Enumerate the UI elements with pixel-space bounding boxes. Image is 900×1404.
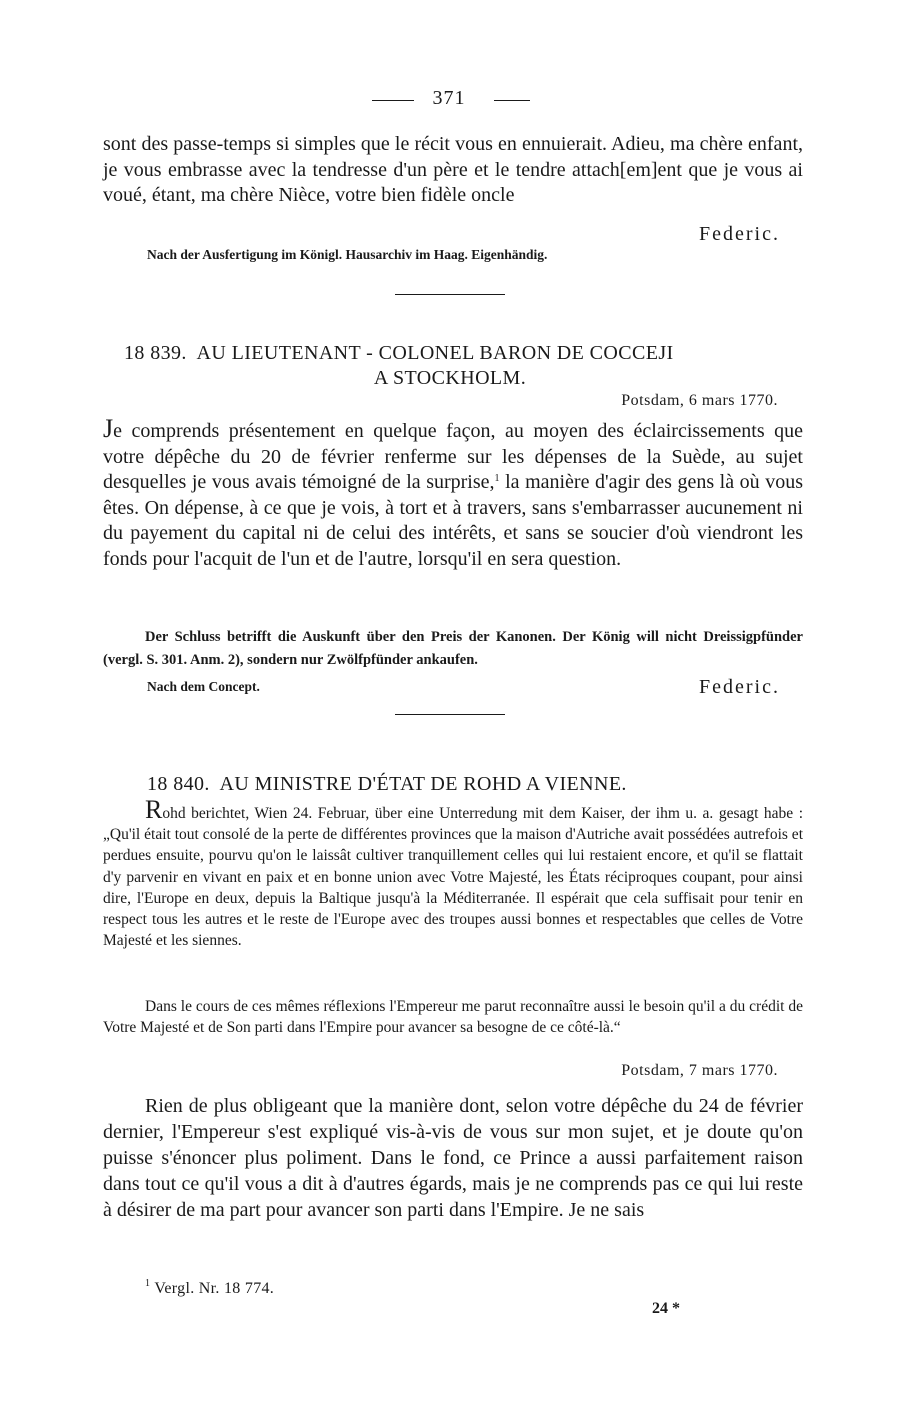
previous-letter-closing: sont des passe-temps si simples que le récit vous en ennuierait. Adieu, ma chère enfant, je vous embrasse avec la tendresse d'un père et le tendre attach[em]ent que je vous ai voué, étant, ma chère Nièce, votre bien fidèle oncle — [103, 133, 803, 206]
letter-18839-heading — [124, 342, 804, 365]
letter-18840-intro-paragraph-1 — [103, 795, 803, 951]
letter-18839-title-line2: A STOCKHOLM. — [373, 367, 527, 389]
letter-18840-number: 18 840. — [147, 773, 210, 795]
previous-letter-source-note: Nach der Ausfertigung im Königl. Hausarchiv im Haag. Eigenhändig. — [147, 247, 548, 262]
letter-18840-title: AU MINISTRE D'ÉTAT DE ROHD A VIENNE. — [219, 773, 627, 795]
signature-mark: 24 * — [652, 1300, 680, 1317]
letter-18839-summary-note: Der Schluss betrifft die Auskunft über den Preis der Kanonen. Der König will nicht Dreissigpfünder (vergl. S. 301. Anm. 2), sondern nur Zwölfpfünder ankaufen. — [103, 629, 803, 668]
letter-18840-intro-paragraph-2: Dans le cours de ces mêmes réflexions l'Empereur me parut reconnaître aussi le besoin qu'il a du crédit de Votre Majesté et de Son parti dans l'Empire pour avancer sa besogne de ce côté-là.“ — [103, 998, 803, 1037]
letter-18839-signature: Federic. — [699, 676, 780, 698]
letter-18839-body-part2: la manière d'agir des gens là où vous êtes. On dépense, à ce que je vois, à tort et à travers, sans s'embarrasser aucunement ni du payement du capital ni de celui des intérêts, et sans se soucier d'où viendront les fonds pour l'acquit de l'un et de l'autre, lorsqu'il en sera question. — [103, 471, 803, 570]
header-rule-right — [494, 100, 530, 101]
section-divider-1 — [395, 294, 505, 295]
letter-18839-body-part1: e comprends présentement en quelque façon, au moyen des éclaircissements que votre dépêche du 20 de février renferme sur les dépenses de la Suède, au sujet desquelles je vous avais témoigné de la surprise, — [103, 420, 803, 493]
footnote — [145, 1280, 445, 1298]
section-divider-2 — [395, 714, 505, 715]
letter-18840-body: Rien de plus obligeant que la manière dont, selon votre dépêche du 24 de février dernier, l'Empereur s'est expliqué vis-à-vis de vous sur mon sujet, et je doute qu'on puisse s'énoncer plus poliment. Dans le fond, ce Prince a aussi parfaitement raison dans tout ce qu'il vous a dit à d'autres égards, mais je ne comprends pas ce qui lui reste à désirer de ma part pour avancer son parti dans l'Empire. Je ne sais — [103, 1095, 803, 1221]
letter-18840-dropcap: R — [145, 795, 163, 824]
previous-letter-signature: Federic. — [699, 223, 780, 245]
footnote-marker: 1 — [145, 1278, 151, 1289]
page-number: 371 — [432, 87, 466, 109]
letter-18839-title-line1: AU LIEUTENANT - COLONEL BARON DE COCCEJI — [196, 342, 674, 364]
letter-18839-dropcap: J — [103, 414, 114, 443]
letter-18839-body — [103, 414, 803, 572]
letter-18839-source-note: Nach dem Concept. — [147, 679, 260, 694]
footnote-text: Vergl. Nr. 18 774. — [154, 1280, 275, 1297]
letter-18840-dateline: Potsdam, 7 mars 1770. — [621, 1062, 778, 1079]
header-rule-left — [372, 100, 414, 101]
letter-18839-dateline: Potsdam, 6 mars 1770. — [621, 392, 778, 409]
letter-18840-heading — [147, 773, 797, 796]
footnote-reference: 1 — [494, 473, 500, 484]
letter-18839-number: 18 839. — [124, 342, 187, 364]
letter-18840-intro-text-1: ohd berichtet, Wien 24. Februar, über eine Unterredung mit dem Kaiser, der ihm u. a. gesagt habe : „Qu'il était tout consolé de la perte de différentes provinces que la maison d'Autriche avait possédées autrefois et perdues ensuite, pourvu qu'on le laissât cultiver tranquillement celles qui lui restaient encore, et qu'il se flattait d'y parvenir en vivant en paix et en bonne union avec Votre Majesté, les États réciproques coupant, pour ainsi dire, l'Europe en deux, depuis la Baltique jusqu'à la Méditerranée. Il espérait que cela suffisait pour tenir en respect tous les autres et le reste de l'Europe avec des troupes aussi bonnes et respectables que celles de Votre Majesté et les siennes. — [103, 805, 803, 950]
